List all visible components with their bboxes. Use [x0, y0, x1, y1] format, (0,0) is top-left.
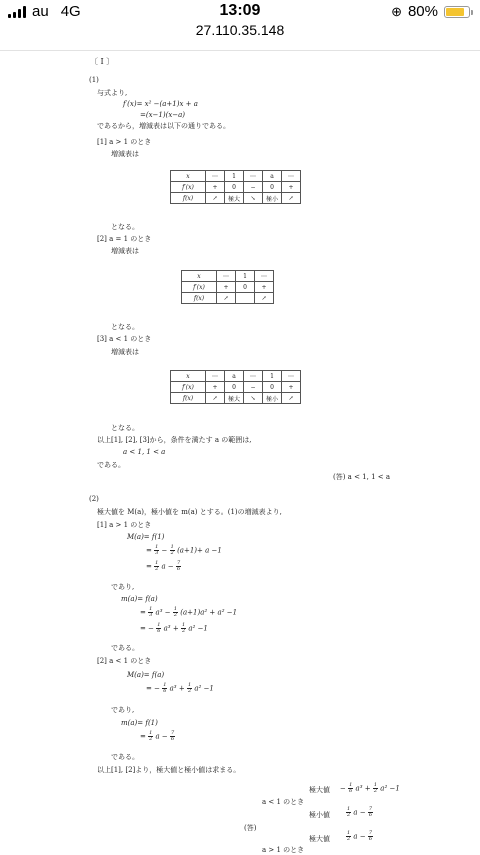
frac-num: 7: [368, 806, 373, 812]
M2-l2-a3: a³ +: [169, 684, 185, 693]
M-eq: M(a)= f(1): [127, 533, 165, 541]
t3-h1: ⋯: [206, 371, 225, 382]
t3-r3-2: 極大: [225, 393, 244, 404]
t3-r2-2: 0: [225, 382, 244, 393]
frac-den: 2: [347, 836, 351, 842]
increase-table-1: [170, 170, 301, 204]
t2-r2-3: +: [255, 282, 274, 293]
t2-r3-3: ↗: [255, 293, 274, 304]
frac-num: 1: [373, 782, 378, 788]
frac-1-3: [148, 607, 153, 618]
t3-r2-3: −: [244, 382, 263, 393]
part2-intro: 極大値を M(a)，極小値を m(a) とする。(1)の増減表より,: [97, 508, 282, 516]
t3-r2-1: +: [206, 382, 225, 393]
t1-r2-0: f′(x): [171, 182, 206, 193]
t3-r3-4: 極小: [263, 393, 282, 404]
ans-cond-2: a > 1 のとき: [262, 846, 305, 854]
frac-num: 1: [173, 606, 178, 612]
frac-num: 1: [181, 622, 186, 628]
t2-h1: ⋯: [217, 271, 236, 282]
t1-h0: x: [171, 171, 206, 182]
frac-den: 6: [171, 736, 175, 742]
t1-r2-4: 0: [263, 182, 282, 193]
t1-r3-0: f(x): [171, 193, 206, 204]
frac-1-2: [148, 731, 153, 742]
p2-case1-label: [1] a > 1 のとき: [97, 521, 152, 529]
ans-max-label-2: 極大値: [309, 835, 330, 843]
frac-den: 2: [347, 812, 351, 818]
frac-den: 6: [157, 628, 161, 634]
t1-r3-1: ↗: [206, 193, 225, 204]
frac-1-2: [346, 807, 351, 818]
t2-r2-0: f′(x): [182, 282, 217, 293]
t3-r2-5: +: [282, 382, 301, 393]
section-heading: 〔 I 〕: [90, 57, 115, 66]
status-right: [391, 3, 470, 20]
eq-factored: =(x−1)(x−a): [140, 111, 186, 119]
M2-line2: [146, 683, 214, 694]
t1-r2-5: +: [282, 182, 301, 193]
header-divider: [0, 50, 480, 51]
frac-den: 6: [368, 836, 373, 842]
m2-l2-eq: =: [140, 732, 146, 741]
case3-label: [3] a < 1 のとき: [97, 335, 152, 343]
m2-l2-a: a −: [155, 732, 168, 741]
frac-num: 7: [171, 730, 175, 736]
battery-icon: [444, 6, 470, 18]
frac-den: 2: [173, 612, 178, 618]
t3-h2: a: [225, 371, 244, 382]
part1-range: a < 1, 1 < a: [123, 448, 166, 456]
frac-1-6: [348, 783, 353, 794]
frac-den: 2: [181, 628, 186, 634]
m-l2-eq: =: [140, 608, 146, 617]
frac-1-6: [162, 683, 167, 694]
t1-r2-2: 0: [225, 182, 244, 193]
ans-v1-minus: −: [340, 784, 346, 793]
frac-den: 6: [349, 788, 353, 794]
frac-num: 7: [177, 560, 181, 566]
frac-1-2: [187, 683, 192, 694]
t3-h3: ⋯: [244, 371, 263, 382]
frac-7-6: [170, 731, 175, 742]
document: [0, 52, 480, 854]
m-l2-rest: (a+1)a² + a² −1: [180, 608, 238, 617]
part1-answer: (答) a < 1, 1 < a: [333, 473, 391, 481]
clock: 13:09: [219, 2, 261, 19]
frac-num: 1: [347, 806, 351, 812]
M-line2: [146, 545, 222, 556]
frac-den: 3: [155, 550, 159, 556]
arip-2: であり,: [111, 706, 135, 714]
network-label: 4G: [60, 3, 81, 20]
frac-num: 1: [155, 544, 159, 550]
t2-r2-2: 0: [236, 282, 255, 293]
frac-1-6: [156, 623, 161, 634]
frac-den: 2: [373, 788, 378, 794]
frac-1-3: [154, 545, 159, 556]
status-bar: [0, 0, 480, 20]
t1-r3-4: 極小: [263, 193, 282, 204]
frac-num: 1: [155, 560, 159, 566]
t3-h0: x: [171, 371, 206, 382]
t3-r3-1: ↗: [206, 393, 225, 404]
ans-min-label-1: 極小値: [309, 811, 330, 819]
M-line3: [146, 561, 181, 572]
url-bar[interactable]: [0, 22, 480, 48]
case2-label: [2] a = 1 のとき: [97, 235, 152, 243]
case3-sub: 増減表は: [111, 348, 139, 356]
frac-den: 2: [155, 566, 159, 572]
aru-1: である。: [111, 644, 139, 652]
ans-v2-a: a −: [353, 808, 366, 817]
case2-end: となる。: [111, 323, 139, 331]
frac-num: 1: [149, 730, 153, 736]
t3-r3-3: ↘: [244, 393, 263, 404]
t2-h3: ⋯: [255, 271, 274, 282]
orientation-lock-icon: ⊕: [391, 3, 402, 19]
frac-1-2: [154, 561, 159, 572]
increase-table-2: [181, 270, 274, 304]
battery-fill: [446, 8, 464, 16]
m-line3: [140, 623, 208, 634]
frac-1-2: [181, 623, 186, 634]
m2-line2: [140, 731, 175, 742]
frac-den: 6: [163, 688, 167, 694]
increase-table-3: [170, 370, 301, 404]
t3-r2-0: f′(x): [171, 382, 206, 393]
frac-7-6: [368, 807, 373, 818]
t1-h2: 1: [225, 171, 244, 182]
frac-num: 1: [187, 682, 192, 688]
part1-label: (1): [89, 76, 99, 84]
part1-summary: 以上[1], [2], [3]から，条件を満たす a の範囲は,: [97, 436, 252, 444]
case1-label: [1] a > 1 のとき: [97, 138, 152, 146]
frac-den: 6: [368, 812, 373, 818]
t1-r3-2: 極大: [225, 193, 244, 204]
eq-derivative: f′(x)= x² −(a+1)x + a: [123, 100, 198, 108]
ans-min-val-1: [346, 807, 373, 818]
ans-max-label-1: 極大値: [309, 786, 330, 794]
t3-r3-0: f(x): [171, 393, 206, 404]
m-l3-a3: a³ +: [163, 624, 179, 633]
ans-v1-rest: a² −1: [380, 784, 400, 793]
frac-num: 1: [349, 782, 353, 788]
t1-r3-5: ↗: [282, 193, 301, 204]
m-l3-rest: a² −1: [188, 624, 208, 633]
case3-end: となる。: [111, 424, 139, 432]
frac-1-2: [170, 545, 175, 556]
url-text: 27.110.35.148: [195, 22, 285, 38]
t1-h1: ⋯: [206, 171, 225, 182]
aru-2: である。: [111, 753, 139, 761]
ans-max-val-1: [340, 783, 400, 794]
frac-num: 1: [149, 606, 153, 612]
t3-h4: 1: [263, 371, 282, 382]
frac-den: 2: [149, 736, 153, 742]
M2-eq: M(a)= f(a): [127, 671, 165, 679]
part1-after: であるから，増減表は以下の通りである。: [97, 122, 230, 130]
p2-case2-label: [2] a < 1 のとき: [97, 657, 152, 665]
ans-cond-1: a < 1 のとき: [262, 798, 305, 806]
m2-eq: m(a)= f(1): [121, 719, 158, 727]
ans-max-val-2: [346, 831, 373, 842]
case1-end: となる。: [111, 223, 139, 231]
part1-intro: 与式より,: [97, 89, 128, 97]
t2-h2: 1: [236, 271, 255, 282]
frac-1-2: [346, 831, 351, 842]
t1-r2-3: −: [244, 182, 263, 193]
t1-h4: a: [263, 171, 282, 182]
frac-num: 1: [347, 830, 351, 836]
t3-h5: ⋯: [282, 371, 301, 382]
t3-r3-5: ↗: [282, 393, 301, 404]
frac-1-2: [173, 607, 178, 618]
part1-is: である。: [97, 461, 125, 469]
frac-num: 1: [163, 682, 167, 688]
t1-h5: ⋯: [282, 171, 301, 182]
part2-summary: 以上[1], [2]より，極大値と極小値は求まる。: [97, 766, 241, 774]
M-l2-eq: =: [146, 546, 152, 555]
arip-1: であり,: [111, 583, 135, 591]
t1-h3: ⋯: [244, 171, 263, 182]
M-l2-rest: (a+1)+ a −1: [177, 546, 222, 555]
M-l3-eq: =: [146, 562, 152, 571]
part2-label: (2): [89, 495, 99, 503]
frac-den: 2: [170, 550, 174, 556]
m-l2-a3: a³ −: [155, 608, 171, 617]
t2-r3-2: [236, 293, 255, 304]
m-l3-eq: = −: [140, 624, 154, 633]
frac-7-6: [176, 561, 181, 572]
t2-r3-0: f(x): [182, 293, 217, 304]
frac-den: 2: [187, 688, 192, 694]
frac-1-2: [373, 783, 378, 794]
case1-sub: 増減表は: [111, 150, 139, 158]
frac-7-6: [368, 831, 373, 842]
M-l2-minus: −: [161, 546, 168, 555]
case2-sub: 増減表は: [111, 247, 139, 255]
M2-l2-eq: = −: [146, 684, 160, 693]
carrier-label: au: [32, 3, 49, 20]
t1-r2-1: +: [206, 182, 225, 193]
ans-label: (答): [244, 824, 257, 832]
m-line2: [140, 607, 237, 618]
ans-v1-a3: a³ +: [355, 784, 371, 793]
battery-percent: 80%: [407, 3, 438, 20]
t2-r2-1: +: [217, 282, 236, 293]
frac-den: 3: [149, 612, 153, 618]
ans-v3-a: a −: [353, 832, 366, 841]
M-l3-a: a −: [161, 562, 174, 571]
t2-r3-1: ↗: [217, 293, 236, 304]
t1-r3-3: ↘: [244, 193, 263, 204]
frac-num: 1: [170, 544, 174, 550]
t2-h0: x: [182, 271, 217, 282]
M2-l2-rest: a² −1: [194, 684, 214, 693]
frac-num: 7: [368, 830, 373, 836]
m-eq: m(a)= f(a): [121, 595, 158, 603]
t3-r2-4: 0: [263, 382, 282, 393]
frac-den: 6: [177, 566, 181, 572]
frac-num: 1: [157, 622, 161, 628]
